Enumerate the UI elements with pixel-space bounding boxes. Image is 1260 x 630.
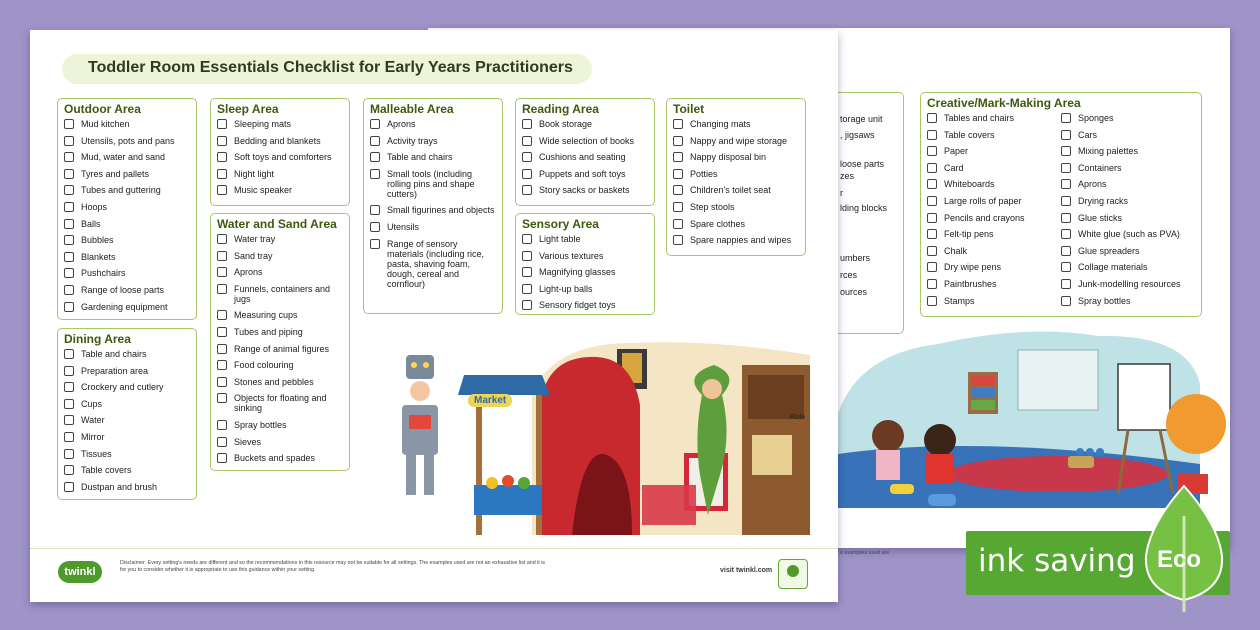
checkbox[interactable] xyxy=(1061,163,1071,173)
checklist-item[interactable]: Stones and pebbles xyxy=(217,377,343,387)
checkbox[interactable] xyxy=(927,213,937,223)
checkbox[interactable] xyxy=(673,119,683,129)
checkbox[interactable] xyxy=(370,239,380,249)
checklist-item[interactable]: Nappy and wipe storage xyxy=(673,136,799,146)
checkbox[interactable] xyxy=(370,169,380,179)
visit-link[interactable]: visit twinkl.com xyxy=(720,567,773,574)
partial-item: r xyxy=(840,188,843,198)
ink-saving-label: ink saving xyxy=(978,543,1136,579)
checklist-item[interactable]: Mud kitchen xyxy=(64,119,190,129)
checkbox[interactable] xyxy=(64,415,74,425)
checklist-item[interactable]: Gardening equipment xyxy=(64,302,190,312)
checkbox[interactable] xyxy=(370,222,380,232)
checkbox[interactable] xyxy=(64,252,74,262)
sleep-area-box xyxy=(210,98,350,206)
checklist-item[interactable]: Changing mats xyxy=(673,119,799,129)
checklist-item[interactable]: Sand tray xyxy=(217,251,343,261)
checklist-item[interactable]: Water xyxy=(64,415,190,425)
checkbox[interactable] xyxy=(927,163,937,173)
checklist-item[interactable]: Buckets and spades xyxy=(217,453,343,463)
checklist-item[interactable]: Table and chairs xyxy=(64,349,190,359)
checklist-item[interactable]: Felt-tip pens xyxy=(927,229,1061,239)
eco-label: Eco xyxy=(1157,546,1202,573)
checkbox[interactable] xyxy=(64,302,74,312)
outdoor-area-title: Outdoor Area xyxy=(64,102,141,116)
checkbox[interactable] xyxy=(927,196,937,206)
checklist-item[interactable]: Light-up balls xyxy=(522,284,648,294)
checkbox[interactable] xyxy=(217,136,227,146)
outdoor-list xyxy=(64,119,190,312)
checklist-item[interactable]: Crockery and cutlery xyxy=(64,382,190,392)
checklist-item[interactable]: Nappy disposal bin xyxy=(673,152,799,162)
malleable-area-box xyxy=(363,98,503,314)
checklist-item[interactable]: Table and chairs xyxy=(370,152,496,162)
roleplay-illustration xyxy=(382,335,810,535)
checklist-item[interactable]: Potties xyxy=(673,169,799,179)
checkbox[interactable] xyxy=(927,246,937,256)
disclaimer-text: Disclaimer: Every setting's needs are different and so the recommendations in this resource may not be suitable for all settings. The examples used are not an exhaustive list and it is for you to consider whether it is appropriate to use this guidance within your setting. xyxy=(120,560,546,573)
checkbox[interactable] xyxy=(64,366,74,376)
partial-item: lding blocks xyxy=(840,203,888,213)
back-disclaimer-fragment: e examples used are xyxy=(840,550,890,556)
water-sand-area-title: Water and Sand Area xyxy=(217,217,337,231)
checkbox[interactable] xyxy=(64,219,74,229)
checkbox[interactable] xyxy=(64,169,74,179)
checklist-item[interactable]: Measuring cups xyxy=(217,310,343,320)
checklist-item[interactable]: Mirror xyxy=(64,432,190,442)
checklist-item[interactable]: Cushions and seating xyxy=(522,152,648,162)
checkbox[interactable] xyxy=(522,185,532,195)
creative-area-box xyxy=(920,92,1202,317)
checkbox[interactable] xyxy=(673,235,683,245)
malleable-list xyxy=(370,119,496,289)
checklist-item[interactable]: Chalk xyxy=(927,246,1061,256)
checklist-item[interactable]: Glue spreaders xyxy=(1061,246,1195,256)
reading-area-box xyxy=(515,98,655,206)
checklist-item[interactable]: Large rolls of paper xyxy=(927,196,1061,206)
partial-item: ources xyxy=(840,287,868,297)
partial-item: umbers xyxy=(840,253,871,263)
checklist-item[interactable]: Book storage xyxy=(522,119,648,129)
partial-item: rces xyxy=(840,270,858,280)
checkbox[interactable] xyxy=(64,268,74,278)
checkbox[interactable] xyxy=(1061,296,1071,306)
checklist-item[interactable]: Utensils, pots and pans xyxy=(64,136,190,146)
checklist-item[interactable]: Spray bottles xyxy=(1061,296,1195,306)
checklist-item[interactable]: Various textures xyxy=(522,251,648,261)
partial-item: , jigsaws xyxy=(840,130,875,140)
checkbox[interactable] xyxy=(673,202,683,212)
creative-area-title: Creative/Mark-Making Area xyxy=(927,96,1081,110)
checklist-item[interactable]: Junk-modelling resources xyxy=(1061,279,1195,289)
checkbox[interactable] xyxy=(1061,130,1071,140)
checkbox[interactable] xyxy=(217,393,227,403)
checkbox[interactable] xyxy=(522,169,532,179)
checkbox[interactable] xyxy=(370,119,380,129)
checkbox[interactable] xyxy=(64,465,74,475)
checklist-item[interactable]: Water tray xyxy=(217,234,343,244)
checklist-item[interactable]: Utensils xyxy=(370,222,496,232)
checkbox[interactable] xyxy=(370,205,380,215)
checkbox[interactable] xyxy=(217,267,227,277)
checklist-item[interactable]: Tissues xyxy=(64,449,190,459)
role-sign: Role xyxy=(790,414,806,421)
dining-list xyxy=(64,349,190,492)
checklist-item[interactable]: Magnifying glasses xyxy=(522,267,648,277)
checklist-item[interactable]: Hoops xyxy=(64,202,190,212)
checkbox[interactable] xyxy=(522,136,532,146)
checklist-item[interactable]: Aprons xyxy=(217,267,343,277)
checklist-item[interactable]: Children's toilet seat xyxy=(673,185,799,195)
checkbox[interactable] xyxy=(217,119,227,129)
toilet-list xyxy=(673,119,799,245)
checklist-item[interactable]: Stamps xyxy=(927,296,1061,306)
dining-area-box xyxy=(57,328,197,500)
checkbox[interactable] xyxy=(673,219,683,229)
checklist-item[interactable]: Paper xyxy=(927,146,1061,156)
checkbox[interactable] xyxy=(927,296,937,306)
checkbox[interactable] xyxy=(64,382,74,392)
partial-item: zes xyxy=(840,171,855,181)
checkbox[interactable] xyxy=(927,179,937,189)
checklist-item[interactable]: Activity trays xyxy=(370,136,496,146)
checkbox[interactable] xyxy=(927,229,937,239)
checkbox[interactable] xyxy=(217,360,227,370)
checklist-item[interactable]: Tubes and guttering xyxy=(64,185,190,195)
checklist-item[interactable]: Soft toys and comforters xyxy=(217,152,343,162)
checkbox[interactable] xyxy=(217,437,227,447)
checkbox[interactable] xyxy=(1061,113,1071,123)
checklist-item[interactable]: Tyres and pallets xyxy=(64,169,190,179)
footer xyxy=(30,548,838,602)
front-sheet xyxy=(30,30,838,602)
checkbox[interactable] xyxy=(522,152,532,162)
checklist-item[interactable]: Funnels, containers and jugs xyxy=(217,284,343,304)
checkbox[interactable] xyxy=(64,482,74,492)
checkbox[interactable] xyxy=(673,136,683,146)
checkbox[interactable] xyxy=(64,235,74,245)
water-sand-list xyxy=(217,234,343,463)
checklist-item[interactable]: Range of sensory materials (including rice, pasta, shaving foam, dough, cereal and cornflour) xyxy=(370,239,496,289)
checkbox[interactable] xyxy=(217,327,227,337)
checkbox[interactable] xyxy=(1061,179,1071,189)
checklist-item[interactable]: Balls xyxy=(64,219,190,229)
checkbox[interactable] xyxy=(64,185,74,195)
checkbox[interactable] xyxy=(927,146,937,156)
reading-list xyxy=(522,119,648,195)
checkbox[interactable] xyxy=(522,119,532,129)
sensory-area-box xyxy=(515,213,655,315)
checklist-item[interactable]: Aprons xyxy=(1061,179,1195,189)
checklist-item[interactable]: Range of loose parts xyxy=(64,285,190,295)
checkbox[interactable] xyxy=(1061,279,1071,289)
checkbox[interactable] xyxy=(1061,213,1071,223)
market-sign: Market xyxy=(468,394,512,407)
checkbox[interactable] xyxy=(217,310,227,320)
checkbox[interactable] xyxy=(217,234,227,244)
checklist-item[interactable]: Sleeping mats xyxy=(217,119,343,129)
creative-col1 xyxy=(927,113,1061,312)
checklist-item[interactable]: White glue (such as PVA) xyxy=(1061,229,1195,239)
checkbox[interactable] xyxy=(673,185,683,195)
checkbox[interactable] xyxy=(64,399,74,409)
checklist-item[interactable]: Wide selection of books xyxy=(522,136,648,146)
checklist-item[interactable]: Mixing palettes xyxy=(1061,146,1195,156)
checkbox[interactable] xyxy=(522,284,532,294)
checkbox[interactable] xyxy=(64,136,74,146)
checkbox[interactable] xyxy=(673,169,683,179)
checkbox[interactable] xyxy=(217,377,227,387)
checklist-item[interactable]: Table covers xyxy=(64,465,190,475)
checkbox[interactable] xyxy=(522,251,532,261)
checkbox[interactable] xyxy=(64,119,74,129)
quality-badge-icon xyxy=(778,559,808,589)
page-title: Toddler Room Essentials Checklist for Early Years Practitioners xyxy=(62,54,592,84)
checklist-item[interactable]: Music speaker xyxy=(217,185,343,195)
toilet-area-box xyxy=(666,98,806,256)
checklist-item[interactable]: Tables and chairs xyxy=(927,113,1061,123)
checkbox[interactable] xyxy=(927,279,937,289)
outdoor-area-box xyxy=(57,98,197,320)
checklist-item[interactable]: Drying racks xyxy=(1061,196,1195,206)
sleep-area-title: Sleep Area xyxy=(217,102,279,116)
checkbox[interactable] xyxy=(927,113,937,123)
checklist-item[interactable]: Night light xyxy=(217,169,343,179)
checklist-item[interactable]: Step stools xyxy=(673,202,799,212)
checklist-item[interactable]: Tubes and piping xyxy=(217,327,343,337)
sensory-list xyxy=(522,234,648,310)
checkbox[interactable] xyxy=(64,449,74,459)
checklist-item[interactable]: Puppets and soft toys xyxy=(522,169,648,179)
checkbox[interactable] xyxy=(64,202,74,212)
checklist-item[interactable]: Bubbles xyxy=(64,235,190,245)
checklist-item[interactable]: Dry wipe pens xyxy=(927,262,1061,272)
checkbox[interactable] xyxy=(370,152,380,162)
checkbox[interactable] xyxy=(1061,196,1071,206)
checklist-item[interactable]: Pencils and crayons xyxy=(927,213,1061,223)
checkbox[interactable] xyxy=(673,152,683,162)
checklist-item[interactable]: Sponges xyxy=(1061,113,1195,123)
checklist-item[interactable]: Glue sticks xyxy=(1061,213,1195,223)
checkbox[interactable] xyxy=(927,130,937,140)
checklist-item[interactable]: Small figurines and objects xyxy=(370,205,496,215)
checklist-item[interactable]: Paintbrushes xyxy=(927,279,1061,289)
checkbox[interactable] xyxy=(64,349,74,359)
reading-area-title: Reading Area xyxy=(522,102,599,116)
checkbox[interactable] xyxy=(370,136,380,146)
checklist-item[interactable]: Pushchairs xyxy=(64,268,190,278)
partial-item: loose parts xyxy=(840,159,885,169)
checklist-item[interactable]: Food colouring xyxy=(217,360,343,370)
checkbox[interactable] xyxy=(1061,229,1071,239)
checklist-item[interactable]: Cars xyxy=(1061,130,1195,140)
checkbox[interactable] xyxy=(64,432,74,442)
checkbox[interactable] xyxy=(522,267,532,277)
checkbox[interactable] xyxy=(217,152,227,162)
checklist-item[interactable]: Spare clothes xyxy=(673,219,799,229)
checklist-item[interactable]: Table covers xyxy=(927,130,1061,140)
checkbox[interactable] xyxy=(522,234,532,244)
checklist-item[interactable]: Dustpan and brush xyxy=(64,482,190,492)
checkbox[interactable] xyxy=(217,251,227,261)
toilet-area-title: Toilet xyxy=(673,102,705,116)
checklist-item[interactable]: Containers xyxy=(1061,163,1195,173)
checklist-item[interactable]: Card xyxy=(927,163,1061,173)
creative-col2 xyxy=(1061,113,1195,312)
malleable-area-title: Malleable Area xyxy=(370,102,454,116)
checkbox[interactable] xyxy=(217,169,227,179)
checklist-item[interactable]: Story sacks or baskets xyxy=(522,185,648,195)
checkbox[interactable] xyxy=(1061,146,1071,156)
sensory-area-title: Sensory Area xyxy=(522,217,599,231)
checkbox[interactable] xyxy=(1061,246,1071,256)
checklist-item[interactable]: Bedding and blankets xyxy=(217,136,343,146)
checklist-item[interactable]: Spare nappies and wipes xyxy=(673,235,799,245)
twinkl-logo: twinkl xyxy=(58,561,102,583)
checkbox[interactable] xyxy=(64,152,74,162)
checklist-item[interactable]: Mud, water and sand xyxy=(64,152,190,162)
checklist-item[interactable]: Whiteboards xyxy=(927,179,1061,189)
checklist-item[interactable]: Light table xyxy=(522,234,648,244)
checkbox[interactable] xyxy=(927,262,937,272)
checklist-item[interactable]: Spray bottles xyxy=(217,420,343,430)
checkbox[interactable] xyxy=(217,344,227,354)
sleep-list xyxy=(217,119,343,195)
checkbox[interactable] xyxy=(217,453,227,463)
checklist-item[interactable]: Collage materials xyxy=(1061,262,1195,272)
checkbox[interactable] xyxy=(522,300,532,310)
checklist-item[interactable]: Blankets xyxy=(64,252,190,262)
water-sand-area-box xyxy=(210,213,350,471)
checkbox[interactable] xyxy=(217,185,227,195)
partial-item: torage unit xyxy=(840,114,883,124)
checkbox[interactable] xyxy=(217,420,227,430)
checkbox[interactable] xyxy=(64,285,74,295)
checklist-item[interactable]: Range of animal figures xyxy=(217,344,343,354)
checkbox[interactable] xyxy=(1061,262,1071,272)
checklist-item[interactable]: Sieves xyxy=(217,437,343,447)
checkbox[interactable] xyxy=(217,284,227,294)
dining-area-title: Dining Area xyxy=(64,332,131,346)
checklist-item[interactable]: Cups xyxy=(64,399,190,409)
checklist-item[interactable]: Small tools (including rolling pins and shape cutters) xyxy=(370,169,496,199)
checklist-item[interactable]: Preparation area xyxy=(64,366,190,376)
checklist-item[interactable]: Sensory fidget toys xyxy=(522,300,648,310)
checklist-item[interactable]: Aprons xyxy=(370,119,496,129)
painting-illustration xyxy=(828,324,1230,508)
checklist-item[interactable]: Objects for floating and sinking xyxy=(217,393,343,413)
